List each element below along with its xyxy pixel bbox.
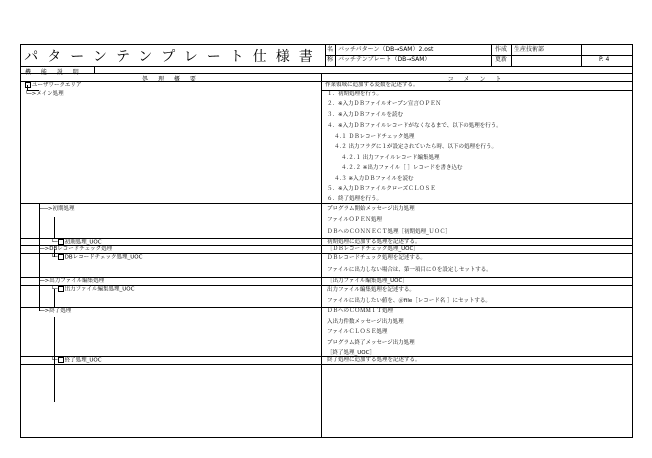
- comment-line: 入出力件数メッセージ出力処理: [327, 319, 404, 325]
- node-box-icon: [58, 357, 64, 363]
- spec-sheet: [20, 44, 633, 438]
- comment-line: ［ＤＢレコードチェック処理_UOC］: [327, 246, 419, 252]
- comment-line: ファイルＯＰＥＮ処理: [327, 217, 382, 223]
- node-box-icon: [25, 82, 31, 88]
- node-box-icon: [58, 239, 64, 245]
- comment-line: ４.３ ※入力ＤＢファイルを読む: [334, 176, 414, 182]
- pattern-value: バッチテンプレート（DB→SAM）: [338, 56, 431, 63]
- comment-line: ４.２.１ 出力ファイルレコード編集処理: [341, 155, 440, 161]
- column-divider: [321, 73, 322, 437]
- comment-line: 作業領域に追加する変数を記述する。: [325, 82, 419, 88]
- row-separator: [21, 203, 321, 204]
- comment-line: ファイルＣＬＯＳＥ処理: [327, 329, 388, 335]
- divider: [325, 55, 632, 56]
- tree-node-end: └─>終了処理: [38, 308, 72, 314]
- tree-node-output-edit-uoc: └─ 出力ファイル編集処理_UOC: [51, 286, 135, 293]
- name-label: 名: [327, 46, 334, 53]
- row-separator: [321, 285, 632, 286]
- comment-line: ＤＢへのＣＯＭＭＩＴ処理: [327, 308, 394, 314]
- tree-line: [39, 203, 40, 311]
- comment-line: ファイルに出力したい値を、＠file［レコード名 ］にセットする。: [327, 298, 491, 304]
- page-title: パターンテンプレート仕様書: [24, 48, 322, 65]
- divider: [491, 45, 492, 66]
- comment-line: ４.２.２ ※出力ファイル［ ］レコードを書き込む: [341, 165, 463, 171]
- comment-line: ファイルに出力しない場合は、第一項目に０を設定しセットする。: [327, 267, 492, 273]
- tree-node-init: ├──>初期処理: [38, 206, 75, 212]
- row-separator: [321, 253, 632, 254]
- divider: [581, 45, 582, 66]
- comment-line: ４.１ ＤＢレコードチェック処理: [334, 134, 415, 140]
- tree-node-end-uoc: └─ 終了処理_UOC: [51, 357, 102, 364]
- tree-node-init-uoc: └─ 初期処理_UOC: [51, 239, 102, 246]
- comment-line: ＤＢレコードチェック処理を記述する。: [327, 255, 426, 261]
- divider: [21, 66, 632, 67]
- column-header-left: 処 理 概 要: [142, 76, 200, 83]
- comment-line: 出力ファイル編集処理を記述する。: [327, 287, 415, 293]
- update-label: 更新: [495, 56, 508, 63]
- comment-line: プログラム開始メッセージ出力処理: [327, 206, 415, 212]
- row-separator: [321, 203, 632, 204]
- name-value: バッチパターン（DB→SAM）2.ost: [338, 46, 434, 53]
- tree-node-db-check: ├─>DBレコードチェック処理: [38, 246, 113, 252]
- tree-line: [54, 217, 55, 238]
- comment-line: １．初期処理を行う。: [327, 91, 383, 97]
- comment-line: ［終了処理_UOC］: [327, 350, 375, 356]
- comment-line: ４.２ 出力フラグに１が設定されていたら時、以下の処理を行う。: [334, 144, 497, 150]
- node-box-icon: [58, 254, 64, 260]
- comment-line: ５．※入力ＤＢファイルクローズＣＬＯＳＥ: [327, 186, 436, 192]
- comment-line: ４．※入力ＤＢファイルレコードがなくなるまで、以下の処理を行う。: [327, 123, 502, 129]
- comment-line: 終了処理に追加する処理を記述する。: [327, 357, 421, 363]
- tree-node-output-edit: ├─>出力ファイル編集処理: [38, 278, 105, 284]
- divider: [94, 66, 95, 73]
- pattern-label: 称: [327, 56, 334, 63]
- column-header-right: コ メ ン ト: [447, 76, 506, 83]
- page-number: P. 4: [599, 56, 610, 63]
- author-label: 作成: [495, 46, 508, 53]
- comment-line: ＤＢへのＣＯＮＮＥＣＴ処理［初期処理_ＵＯＣ］: [327, 229, 451, 235]
- section-label: 機 能 説 明: [25, 69, 83, 76]
- tree-node-main: └─>メイン処理: [25, 91, 64, 97]
- comment-line: ３．※入力ＤＢファイルを読む: [327, 112, 403, 118]
- tree-node-user-work-area: ユーザワークエリア: [25, 82, 81, 90]
- row-separator: [321, 364, 632, 365]
- comment-line: プログラム終了メッセージ出力処理: [327, 340, 415, 346]
- node-box-icon: [58, 286, 64, 292]
- tree-node-db-check-uoc: └─ DBレコードチェック処理_UOC: [51, 254, 143, 261]
- comment-line: ６．終了処理を行う。: [327, 196, 383, 202]
- comment-line: ［出力ファイル編集処理_UOC］: [327, 278, 408, 284]
- author-value: 生産技術部: [514, 46, 545, 53]
- comment-line: ２．※入力ＤＢファイルオープン宣言ＯＰＥＮ: [327, 101, 442, 107]
- divider: [511, 45, 512, 66]
- comment-line: 初期処理に追加する処理を記述する。: [327, 239, 421, 245]
